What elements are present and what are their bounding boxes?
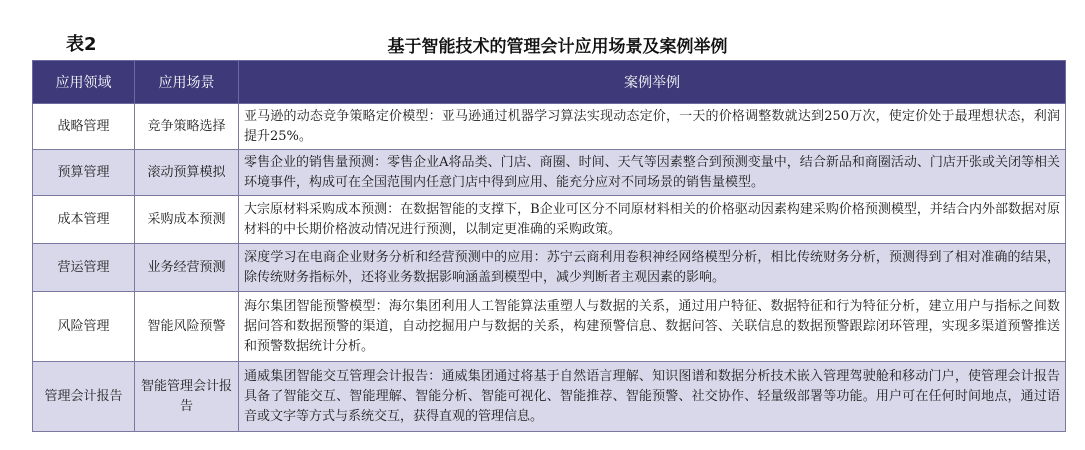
scene-cell: 智能管理会计报告 bbox=[135, 362, 239, 432]
domain-cell: 预算管理 bbox=[33, 150, 135, 196]
table-row bbox=[33, 244, 1066, 292]
domain-cell: 营运管理 bbox=[33, 244, 135, 292]
scene-cell: 业务经营预测 bbox=[135, 244, 239, 292]
table-row bbox=[33, 104, 1066, 150]
scene-cell: 竞争策略选择 bbox=[135, 104, 239, 150]
table-caption: 基于智能技术的管理会计应用场景及案例举例 bbox=[387, 37, 728, 57]
table-label: 表2 bbox=[66, 34, 97, 55]
table-row bbox=[33, 150, 1066, 196]
table-row bbox=[33, 196, 1066, 244]
domain-cell: 战略管理 bbox=[33, 104, 135, 150]
header-example: 案例举例 bbox=[239, 61, 1066, 104]
scene-cell: 智能风险预警 bbox=[135, 292, 239, 362]
domain-cell: 成本管理 bbox=[33, 196, 135, 244]
header-scene: 应用场景 bbox=[135, 61, 239, 104]
scene-cell: 采购成本预测 bbox=[135, 196, 239, 244]
table-row bbox=[33, 292, 1066, 362]
example-cell: 亚马逊的动态竞争策略定价模型：亚马逊通过机器学习算法实现动态定价，一天的价格调整数就达到250万次，使定价处于最理想状态，利润提升25%。 bbox=[239, 104, 1066, 150]
example-cell: 通威集团智能交互管理会计报告：通威集团通过将基于自然语言理解、知识图谱和数据分析技术嵌入管理驾驶舱和移动门户，使管理会计报告具备了智能交互、智能理解、智能分析、智能可视化、智能推荐、智能预警、社交协作、轻量级部署等功能。用户可在任何时间地点，通过语音或文字等方式与系统交互，获得直观的管理信息。 bbox=[239, 362, 1066, 432]
example-cell: 零售企业的销售量预测：零售企业A将品类、门店、商圈、时间、天气等因素整合到预测变量中，结合新品和商圈活动、门店开张或关闭等相关环境事件，构成可在全国范围内任意门店中得到应用、能充分应对不同场景的销售量模型。 bbox=[239, 150, 1066, 196]
table-row bbox=[33, 362, 1066, 432]
header-row bbox=[33, 61, 1066, 104]
header-domain: 应用领域 bbox=[33, 61, 135, 104]
cases-table bbox=[32, 60, 1066, 432]
domain-cell: 风险管理 bbox=[33, 292, 135, 362]
domain-cell: 管理会计报告 bbox=[33, 362, 135, 432]
example-cell: 深度学习在电商企业财务分析和经营预测中的应用：苏宁云商利用卷积神经网络模型分析，相比传统财务分析，预测得到了相对准确的结果，除传统财务指标外，还将业务数据影响涵盖到模型中，减少判断者主观因素的影响。 bbox=[239, 244, 1066, 292]
example-cell: 海尔集团智能预警模型：海尔集团利用人工智能算法重塑人与数据的关系，通过用户特征、数据特征和行为特征分析，建立用户与指标之间数据问答和数据预警的渠道，自动挖掘用户与数据的关系，构建预警信息、数据问答、关联信息的数据预警跟踪闭环管理，实现多渠道预警推送和预警数据统计分析。 bbox=[239, 292, 1066, 362]
scene-cell: 滚动预算模拟 bbox=[135, 150, 239, 196]
example-cell: 大宗原材料采购成本预测：在数据智能的支撑下，B企业可区分不同原材料相关的价格驱动因素构建采购价格预测模型，并结合内外部数据对原材料的中长期价格波动情况进行预测，以制定更准确的采购政策。 bbox=[239, 196, 1066, 244]
